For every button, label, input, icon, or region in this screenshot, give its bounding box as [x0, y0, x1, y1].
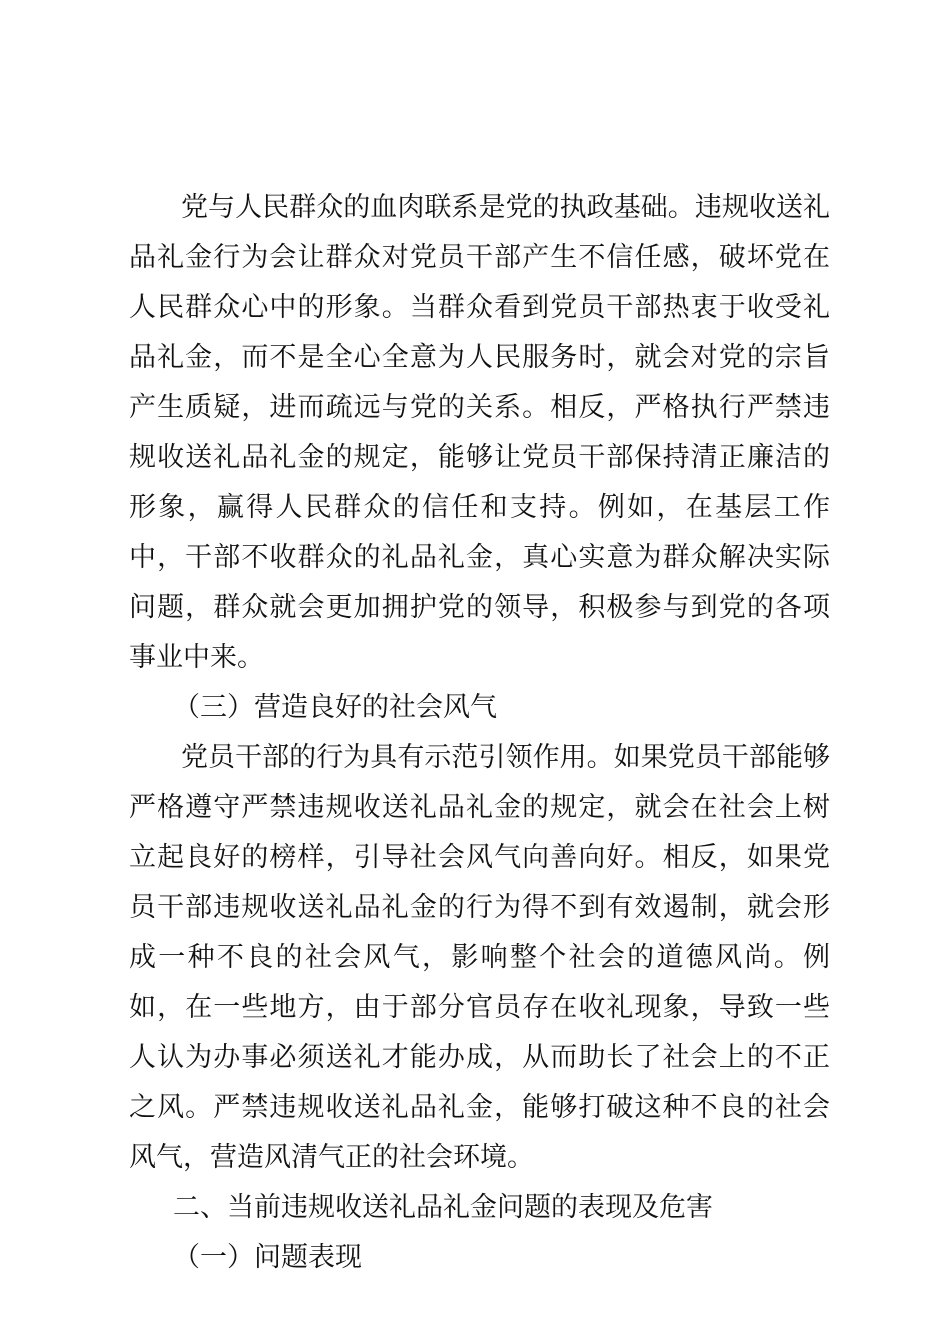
- paragraph-social-atmosphere: 党员干部的行为具有示范引领作用。如果党员干部能够严格遵守严禁违规收送礼品礼金的规定，就会在社会上树立起良好的榜样，引导社会风气向善向好。相反，如果党员干部违规收送礼品礼金的行为得不到有效遏制，就会形成一种不良的社会风气，影响整个社会的道德风尚。例如，在一些地方，由于部分官员存在收礼现象，导致一些人认为办事必须送礼才能办成，从而助长了社会上的不正之风。严禁违规收送礼品礼金，能够打破这种不良的社会风气，营造风清气正的社会环境。: [129, 742, 830, 1173]
- section-heading-current-problems: 二、当前违规收送礼品礼金问题的表现及危害: [173, 1192, 713, 1223]
- subsection-heading-problem-manifestation: （一）问题表现: [173, 1242, 362, 1273]
- paragraph-party-masses: 党与人民群众的血肉联系是党的执政基础。违规收送礼品礼金行为会让群众对党员干部产生不信任感，破坏党在人民群众心中的形象。当群众看到党员干部热衷于收受礼品礼金，而不是全心全意为人民服务时，就会对党的宗旨产生质疑，进而疏远与党的关系。相反，严格执行严禁违规收送礼品礼金的规定，能够让党员干部保持清正廉洁的形象，赢得人民群众的信任和支持。例如，在基层工作中，干部不收群众的礼品礼金，真心实意为群众解决实际问题，群众就会更加拥护党的领导，积极参与到党的各项事业中来。: [129, 192, 830, 673]
- document-body: [129, 183, 830, 1283]
- heading-social-atmosphere: （三）营造良好的社会风气: [173, 692, 497, 723]
